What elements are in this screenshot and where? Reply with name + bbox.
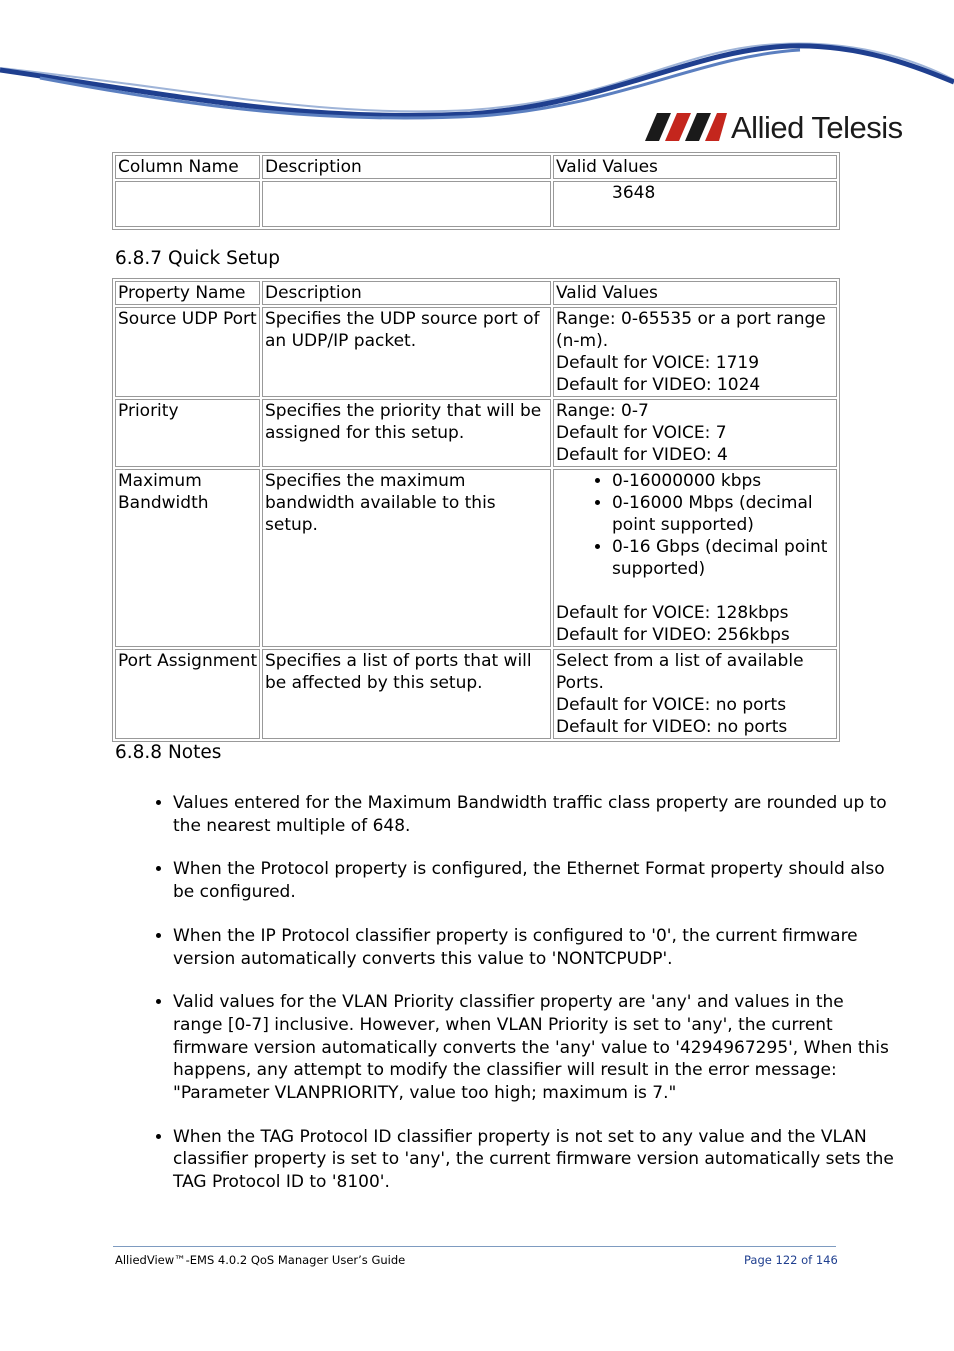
value-line: Default for VOICE: 7 xyxy=(556,423,727,443)
value-line: Range: 0-7 xyxy=(556,401,649,421)
property-name: Source UDP Port xyxy=(115,307,260,397)
note-item: • Values entered for the Maximum Bandwidth traffic class property are rounded up to the nearest multiple of 648. xyxy=(173,792,898,837)
allied-telesis-logo-mark-icon xyxy=(645,113,727,141)
notes-list xyxy=(115,792,898,1215)
header-cell: Column Name xyxy=(115,155,260,179)
note-item: • When the Protocol property is configured, the Ethernet Format property should also be configured. xyxy=(173,858,898,903)
valid-values xyxy=(553,399,837,467)
value-line: Default for VIDEO: 4 xyxy=(556,445,728,465)
header-cell: Property Name xyxy=(115,281,260,305)
value-line: Range: 0-65535 or a port range (n-m). xyxy=(556,309,826,351)
value-line: Select from a list of available Ports. xyxy=(556,651,804,693)
note-item: • Valid values for the VLAN Priority classifier property are 'any' and values in the range [0-7] inclusive. However, when VLAN Priority is set to 'any', the current firmware version automatically converts the 'any' value to '4294967295', When this happens, any attempt to modify the classifier will result in the error message: "Parameter VLANPRIORITY, value too high; maximum is 7." xyxy=(173,991,898,1105)
bandwidth-range-list xyxy=(556,470,836,580)
header-cell: Valid Values xyxy=(553,155,837,179)
value-line: Default for VOICE: 1719 xyxy=(556,353,760,373)
valid-values xyxy=(553,649,837,739)
footer-divider xyxy=(113,1246,836,1247)
cell-value: 3648 xyxy=(612,183,656,203)
list-item: • 0-16000 Mbps (decimal point supported) xyxy=(612,492,836,536)
value-line: Default for VIDEO: no ports xyxy=(556,717,788,737)
table-header-row xyxy=(115,281,837,305)
continued-table xyxy=(112,152,840,230)
header-cell: Valid Values xyxy=(553,281,837,305)
section-heading-quick-setup: 6.8.7 Quick Setup xyxy=(115,248,280,269)
property-description: Specifies the maximum bandwidth available to this setup. xyxy=(262,469,551,647)
value-line: Default for VIDEO: 1024 xyxy=(556,375,761,395)
allied-telesis-logo xyxy=(645,108,903,146)
property-name: Port Assignment xyxy=(115,649,260,739)
valid-values xyxy=(553,307,837,397)
property-name: Priority xyxy=(115,399,260,467)
property-name: Maximum Bandwidth xyxy=(115,469,260,647)
property-description: Specifies the priority that will be assigned for this setup. xyxy=(262,399,551,467)
property-description: Specifies a list of ports that will be affected by this setup. xyxy=(262,649,551,739)
note-item: • When the IP Protocol classifier property is configured to '0', the current firmware version automatically converts this value to 'NONTCPUDP'. xyxy=(173,925,898,970)
list-item: • 0-16 Gbps (decimal point supported) xyxy=(612,536,836,580)
footer-document-title: AlliedView™-EMS 4.0.2 QoS Manager User’s Guide xyxy=(115,1253,406,1267)
value-line: Default for VIDEO: 256kbps xyxy=(556,625,790,645)
table-row xyxy=(115,469,837,647)
table-row xyxy=(115,181,837,227)
value-line: Default for VOICE: 128kbps xyxy=(556,603,789,623)
property-description: Specifies the UDP source port of an UDP/IP packet. xyxy=(262,307,551,397)
table-cell xyxy=(262,181,551,227)
header-cell: Description xyxy=(262,155,551,179)
table-row xyxy=(115,399,837,467)
valid-values xyxy=(553,469,837,647)
table-row xyxy=(115,307,837,397)
table-row xyxy=(115,649,837,739)
table-cell xyxy=(115,181,260,227)
value-line: Default for VOICE: no ports xyxy=(556,695,787,715)
footer-page-number: Page 122 of 146 xyxy=(744,1253,838,1267)
section-heading-notes: 6.8.8 Notes xyxy=(115,742,222,763)
table-cell xyxy=(553,181,837,227)
quick-setup-table xyxy=(112,278,840,742)
list-item: • 0-16000000 kbps xyxy=(612,470,836,492)
table-header-row xyxy=(115,155,837,179)
spacer xyxy=(556,580,836,602)
note-item: • When the TAG Protocol ID classifier property is not set to any value and the VLAN classifier property is set to 'any', the current firmware version automatically sets the TAG Protocol ID to '8100'. xyxy=(173,1126,898,1194)
logo-text: Allied Telesis xyxy=(731,109,903,145)
header-cell: Description xyxy=(262,281,551,305)
